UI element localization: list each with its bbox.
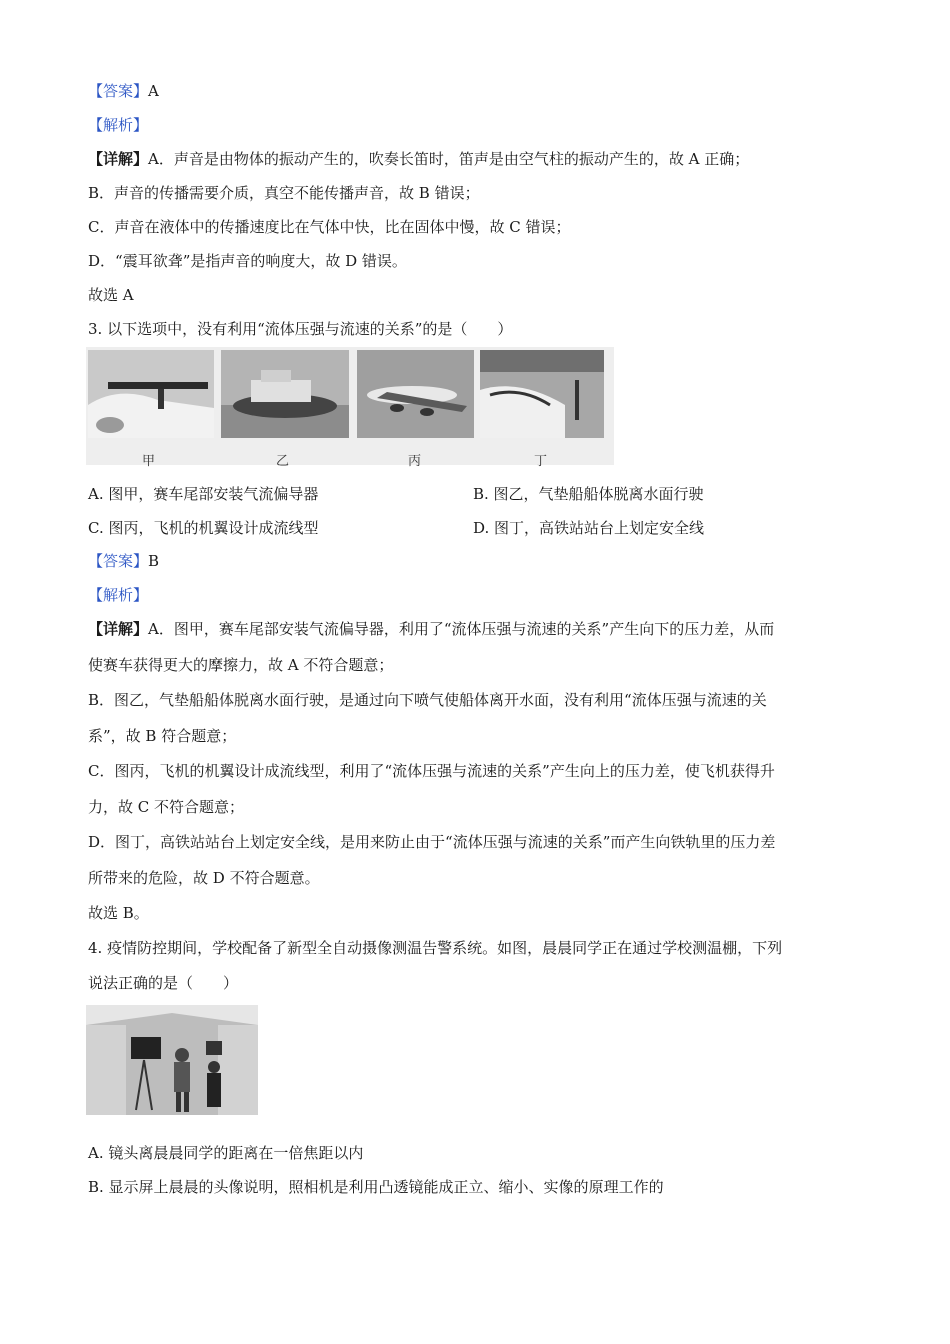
q3-detail-line-5: C．图丙，飞机的机翼设计成流线型，利用了“流体压强与流速的关系”产生向上的压力差，使飞机获得升 [88, 762, 775, 780]
q3-stem: 3. 以下选项中，没有利用“流体压强与流速的关系”的是（ ） [88, 320, 513, 338]
detail-tag: 【详解】 [88, 620, 149, 638]
temperature-tent-image [86, 1005, 258, 1115]
detail-tag: 【详解】 [88, 150, 149, 168]
q3-figure [86, 347, 614, 469]
race-car-spoiler-image [88, 350, 214, 438]
q4-option-b: B. 显示屏上晨晨的头像说明，照相机是利用凸透镜能成正立、缩小、实像的原理工作的 [88, 1178, 664, 1196]
q3-detail-line-8: 所带来的危险，故 D 不符合题意。 [88, 869, 320, 887]
q2-detail-line-2: B．声音的传播需要介质，真空不能传播声音，故 B 错误； [88, 184, 480, 202]
q2-answer [88, 81, 159, 101]
hovercraft-image [221, 350, 349, 438]
caption-yi: 乙 [276, 454, 290, 469]
q4-option-a: A. 镜头离晨晨同学的距离在一倍焦距以内 [88, 1144, 364, 1162]
caption-jia: 甲 [142, 454, 156, 469]
detail-text: A．图甲，赛车尾部安装气流偏导器，利用了“流体压强与流速的关系”产生向下的压力差，从而 [148, 620, 775, 638]
q3-option-a: A. 图甲，赛车尾部安装气流偏导器 [88, 485, 319, 503]
q4-stem-line-1: 4. 疫情防控期间，学校配备了新型全自动摄像测温告警系统。如图，晨晨同学正在通过学校测温棚，下列 [88, 939, 783, 957]
q3-detail-line-1 [88, 619, 774, 639]
q3-detail-line-4: 系”，故 B 符合题意； [88, 727, 237, 745]
q4-stem-line-2: 说法正确的是（ ） [88, 974, 239, 992]
q2-analysis-tag: 【解析】 [88, 116, 149, 134]
q3-detail-line-7: D．图丁，高铁站站台上划定安全线，是用来防止由于“流体压强与流速的关系”而产生向铁轨里的压力差 [88, 833, 776, 851]
q2-detail-line-4: D．“震耳欲聋”是指声音的响度大，故 D 错误。 [88, 252, 407, 270]
answer-value: A [148, 82, 159, 100]
caption-bing: 丙 [408, 454, 422, 469]
q3-answer [88, 551, 159, 571]
q3-option-d: D. 图丁，高铁站站台上划定安全线 [473, 519, 705, 537]
answer-value: B [148, 552, 160, 570]
q3-detail-line-3: B．图乙，气垫船船体脱离水面行驶，是通过向下喷气使船体离开水面，没有利用“流体压强与流速的关 [88, 691, 767, 709]
high-speed-train-image [480, 350, 604, 438]
q3-detail-line-2: 使赛车获得更大的摩擦力，故 A 不符合题意； [88, 656, 394, 674]
q3-option-b: B. 图乙，气垫船船体脱离水面行驶 [473, 485, 704, 503]
q3-option-c: C. 图丙，飞机的机翼设计成流线型 [88, 519, 319, 537]
q3-conclusion: 故选 B。 [88, 904, 149, 922]
q2-detail-line-3: C．声音在液体中的传播速度比在气体中快，比在固体中慢，故 C 错误； [88, 218, 571, 236]
q3-analysis-tag: 【解析】 [88, 586, 149, 604]
caption-ding: 丁 [534, 454, 548, 469]
q2-detail-line-1 [88, 149, 749, 169]
q3-detail-line-6: 力，故 C 不符合题意； [88, 798, 245, 816]
answer-tag: 【答案】 [88, 82, 149, 100]
answer-tag: 【答案】 [88, 552, 149, 570]
q2-conclusion: 故选 A [88, 286, 134, 304]
detail-text: A．声音是由物体的振动产生的，吹奏长笛时，笛声是由空气柱的振动产生的，故 A 正确； [148, 150, 750, 168]
airplane-image [357, 350, 474, 438]
